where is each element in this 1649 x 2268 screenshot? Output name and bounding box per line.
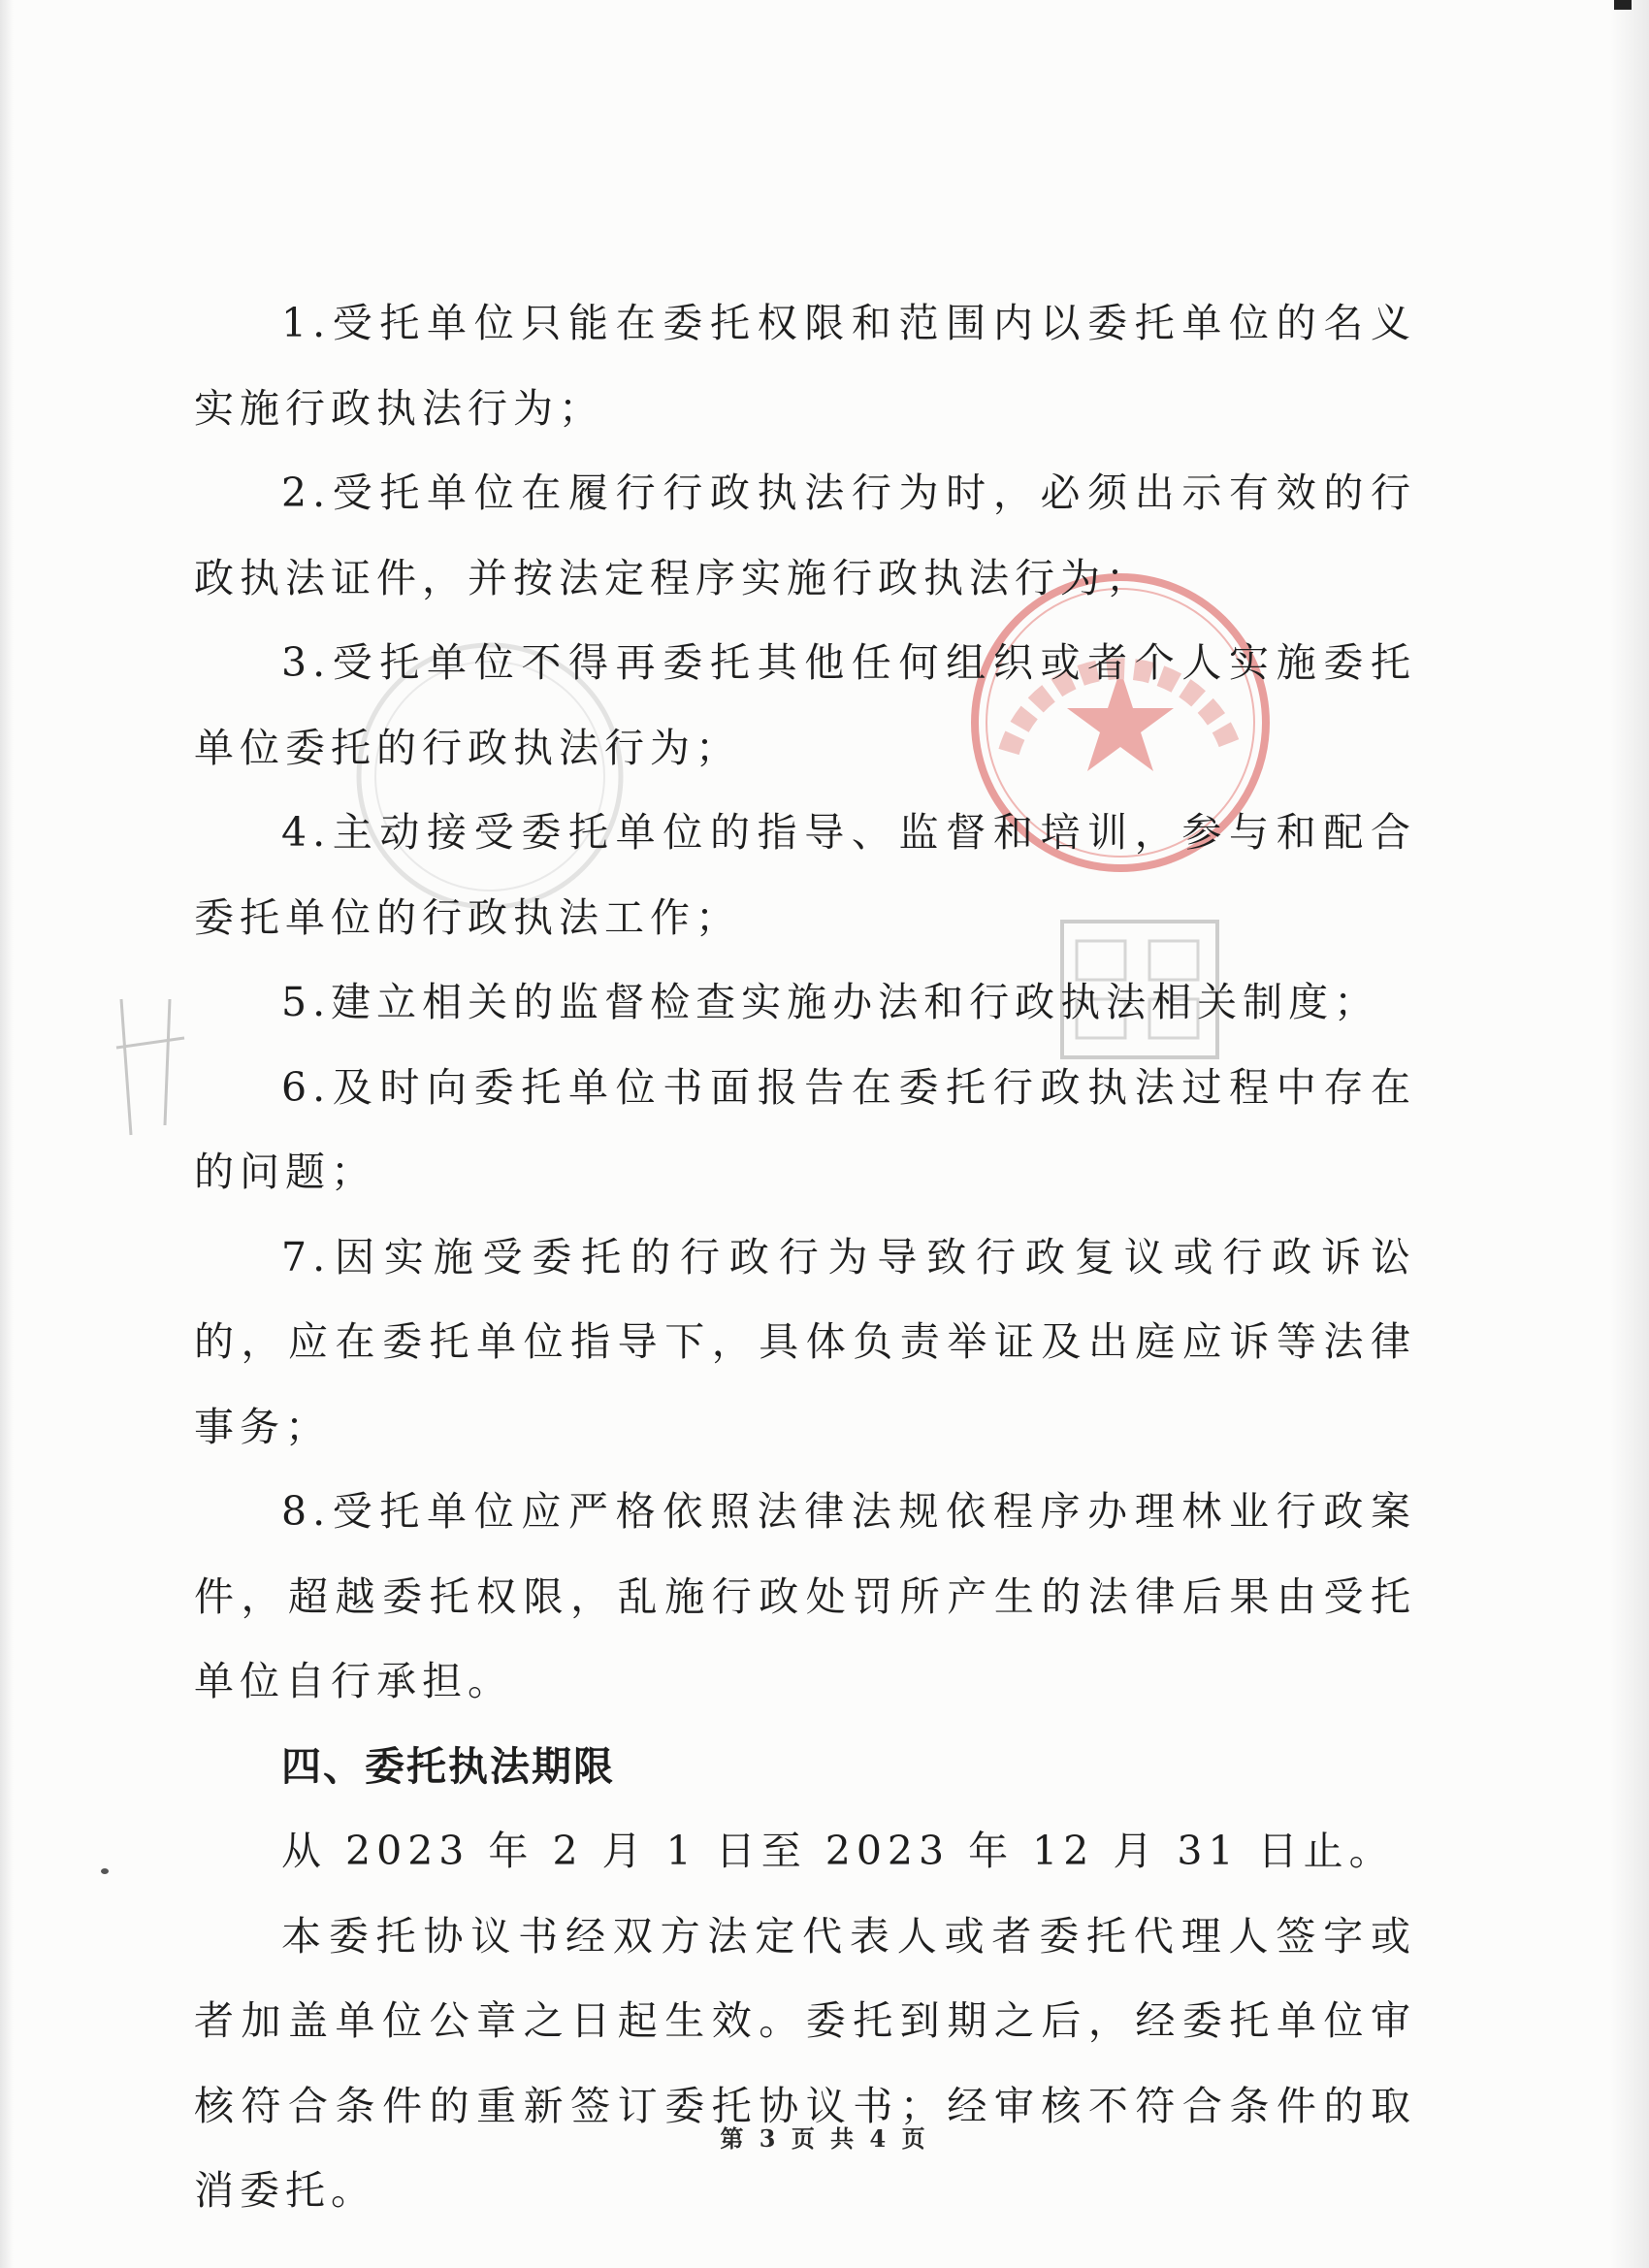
page-number-footer: 第 3 页 共 4 页 [720,2124,929,2153]
scan-left-edge [0,0,14,2268]
clause-8: 8.受托单位应严格依照法律法规依程序办理林业行政案件，超越委托权限，乱施行政处罚所产生的法律后果由受托单位自行承担。 [194,1488,1416,1704]
scan-right-edge [1610,0,1649,2268]
scan-corner-mark [1614,0,1632,10]
term-period: 从 2023 年 2 月 1 日至 2023 年 12 月 31 日止。 [281,1828,1395,1874]
clause-5: 5.建立相关的监督检查实施办法和行政执法相关制度； [281,979,1380,1025]
scan-speck [101,1868,109,1874]
document-body [194,281,1416,2234]
section-heading: 四、委托执法期限 [281,1742,615,1790]
clause-3: 3.受托单位不得再委托其他任何组织或者个人实施委托单位委托的行政执法行为； [194,639,1416,771]
clause-7: 7.因实施受委托的行政行为导致行政复议或行政诉讼的，应在委托单位指导下，具体负责举证及出庭应诉等法律事务； [194,1233,1416,1450]
clause-2: 2.受托单位在履行行政执法行为时，必须出示有效的行政执法证件，并按法定程序实施行政执法行为； [194,470,1416,601]
clause-4: 4.主动接受委托单位的指导、监督和培训，参与和配合委托单位的行政执法工作； [194,809,1416,941]
clause-6: 6.及时向委托单位书面报告在委托行政执法过程中存在的问题； [194,1063,1416,1195]
clause-1: 1.受托单位只能在委托权限和范围内以委托单位的名义实施行政执法行为； [194,300,1416,432]
closing-paragraph: 本委托协议书经双方法定代表人或者委托代理人签字或者加盖单位公章之日起生效。委托到期之后，经委托单位审核符合条件的重新签订委托协议书；经审核不符合条件的取消委托。 [194,1912,1416,2214]
margin-pencil-mark [92,980,199,1145]
